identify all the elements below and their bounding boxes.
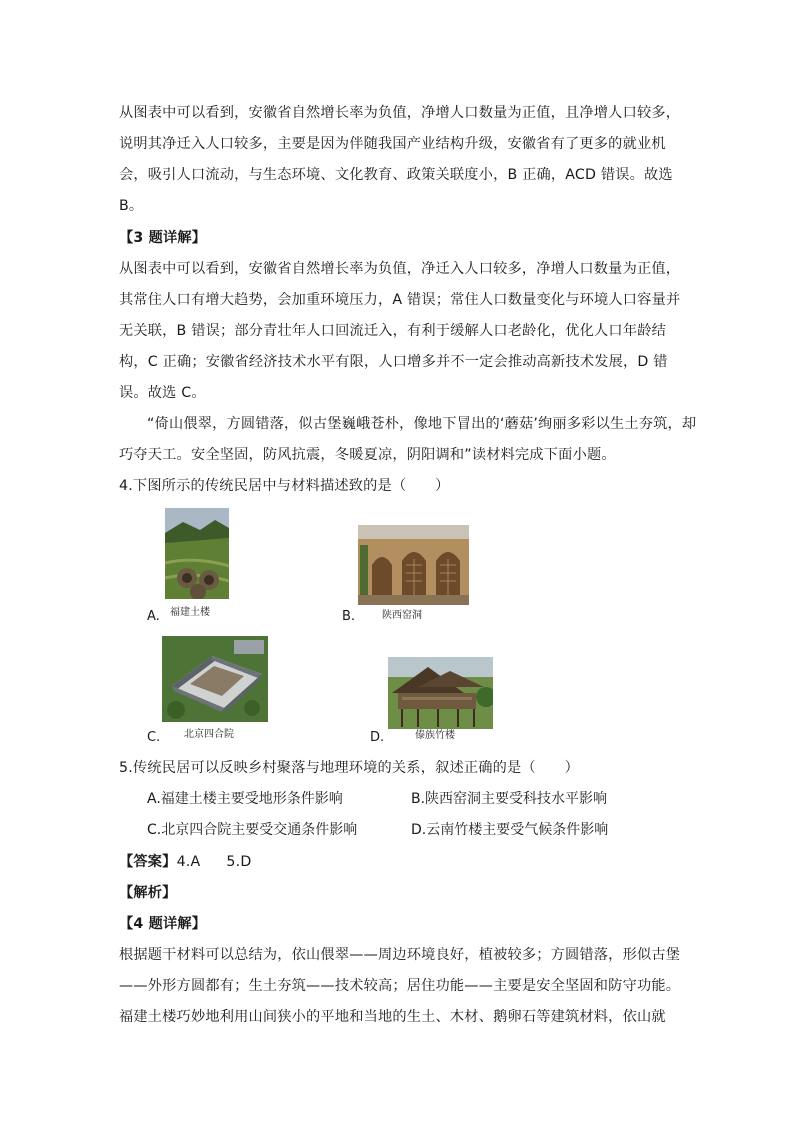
answer-label: 【答案】 <box>119 854 177 870</box>
caption-fujian-tulou: 福建土楼 <box>170 607 210 618</box>
analysis-line: 根据题干材料可以总结为，依山偎翠——周边环境良好，植被较多；方圆错落，形似古堡 <box>119 947 681 963</box>
caption-shaanxi-yaodong: 陕西窑洞 <box>382 610 422 621</box>
section-heading: 【3 题详解】 <box>119 230 207 246</box>
material-line: “倚山偎翠，方圆错落，似古堡巍峨苍朴，像地下冒出的‘蘑菇’绚丽多彩以生土夯筑，却 <box>147 416 697 432</box>
paragraph-line: 其常住人口有增大趋势，会加重环境压力，A 错误；常住人口数量变化与环境人口容量并 <box>119 292 681 308</box>
option-letter-c: C. <box>147 730 161 745</box>
analysis-line: ——外形方圆都有；生土夯筑——技术较高；居住功能——主要是安全坚固和防守功能。 <box>119 978 681 994</box>
beijing-siheyuan-image <box>162 636 268 722</box>
q5-option-b: B.陕西窑洞主要受科技水平影响 <box>411 791 608 807</box>
q5-option-a: A.福建土楼主要受地形条件影响 <box>147 791 343 807</box>
paragraph-line: 从图表中可以看到，安徽省自然增长率为负值，净增人口数量为正值，且净增人口较多， <box>119 105 681 121</box>
paragraph-line: 从图表中可以看到，安徽省自然增长率为负值，净迁入人口较多，净增人口数量为正值， <box>119 261 681 277</box>
shaanxi-yaodong-image <box>358 525 469 605</box>
paragraph-line: 误。故选 C。 <box>119 385 206 401</box>
paragraph-line: 说明其净迁入人口较多，主要是因为伴随我国产业结构升级，安徽省有了更多的就业机 <box>119 136 666 152</box>
paragraph-line: B。 <box>119 198 144 214</box>
option-letter-b: B. <box>342 609 356 624</box>
material-line: 巧夺天工。安全坚固，防风抗震，冬暖夏凉，阴阳调和”读材料完成下面小题。 <box>119 447 616 463</box>
answer-q4: 4.A <box>176 854 201 870</box>
paragraph-line: 构，C 正确；安徽省经济技术水平有限，人口增多并不一定会推动高新技术发展，D 错 <box>119 354 668 370</box>
analysis-line: 福建土楼巧妙地利用山间狭小的平地和当地的生土、木材、鹅卵石等建筑材料，依山就 <box>119 1009 666 1025</box>
option-letter-d: D. <box>370 730 385 745</box>
question-4-stem: 4.下图所示的传统民居中与材料描述致的是（ ） <box>119 478 450 494</box>
caption-beijing-siheyuan: 北京四合院 <box>184 729 234 740</box>
q5-option-c: C.北京四合院主要受交通条件影响 <box>147 822 358 838</box>
q5-option-d: D.云南竹楼主要受气候条件影响 <box>411 822 609 838</box>
fujian-tulou-image <box>165 508 229 599</box>
dai-bamboo-house-image <box>388 657 493 729</box>
option-letter-a: A. <box>147 609 160 624</box>
paragraph-line: 无关联，B 错误；部分青壮年人口回流迁入，有利于缓解人口老龄化，优化人口年龄结 <box>119 323 666 339</box>
answer-line <box>119 852 251 872</box>
caption-dai-bamboo-house: 傣族竹楼 <box>415 730 455 741</box>
analysis-heading: 【解析】 <box>119 885 177 901</box>
answer-q5: 5.D <box>226 854 252 870</box>
paragraph-line: 会，吸引人口流动，与生态环境、文化教育、政策关联度小，B 正确，ACD 错误。故选 <box>119 167 673 183</box>
question-5-stem: 5.传统民居可以反映乡村聚落与地理环境的关系，叙述正确的是（ ） <box>119 760 579 776</box>
q4-detail-heading: 【4 题详解】 <box>119 916 207 932</box>
